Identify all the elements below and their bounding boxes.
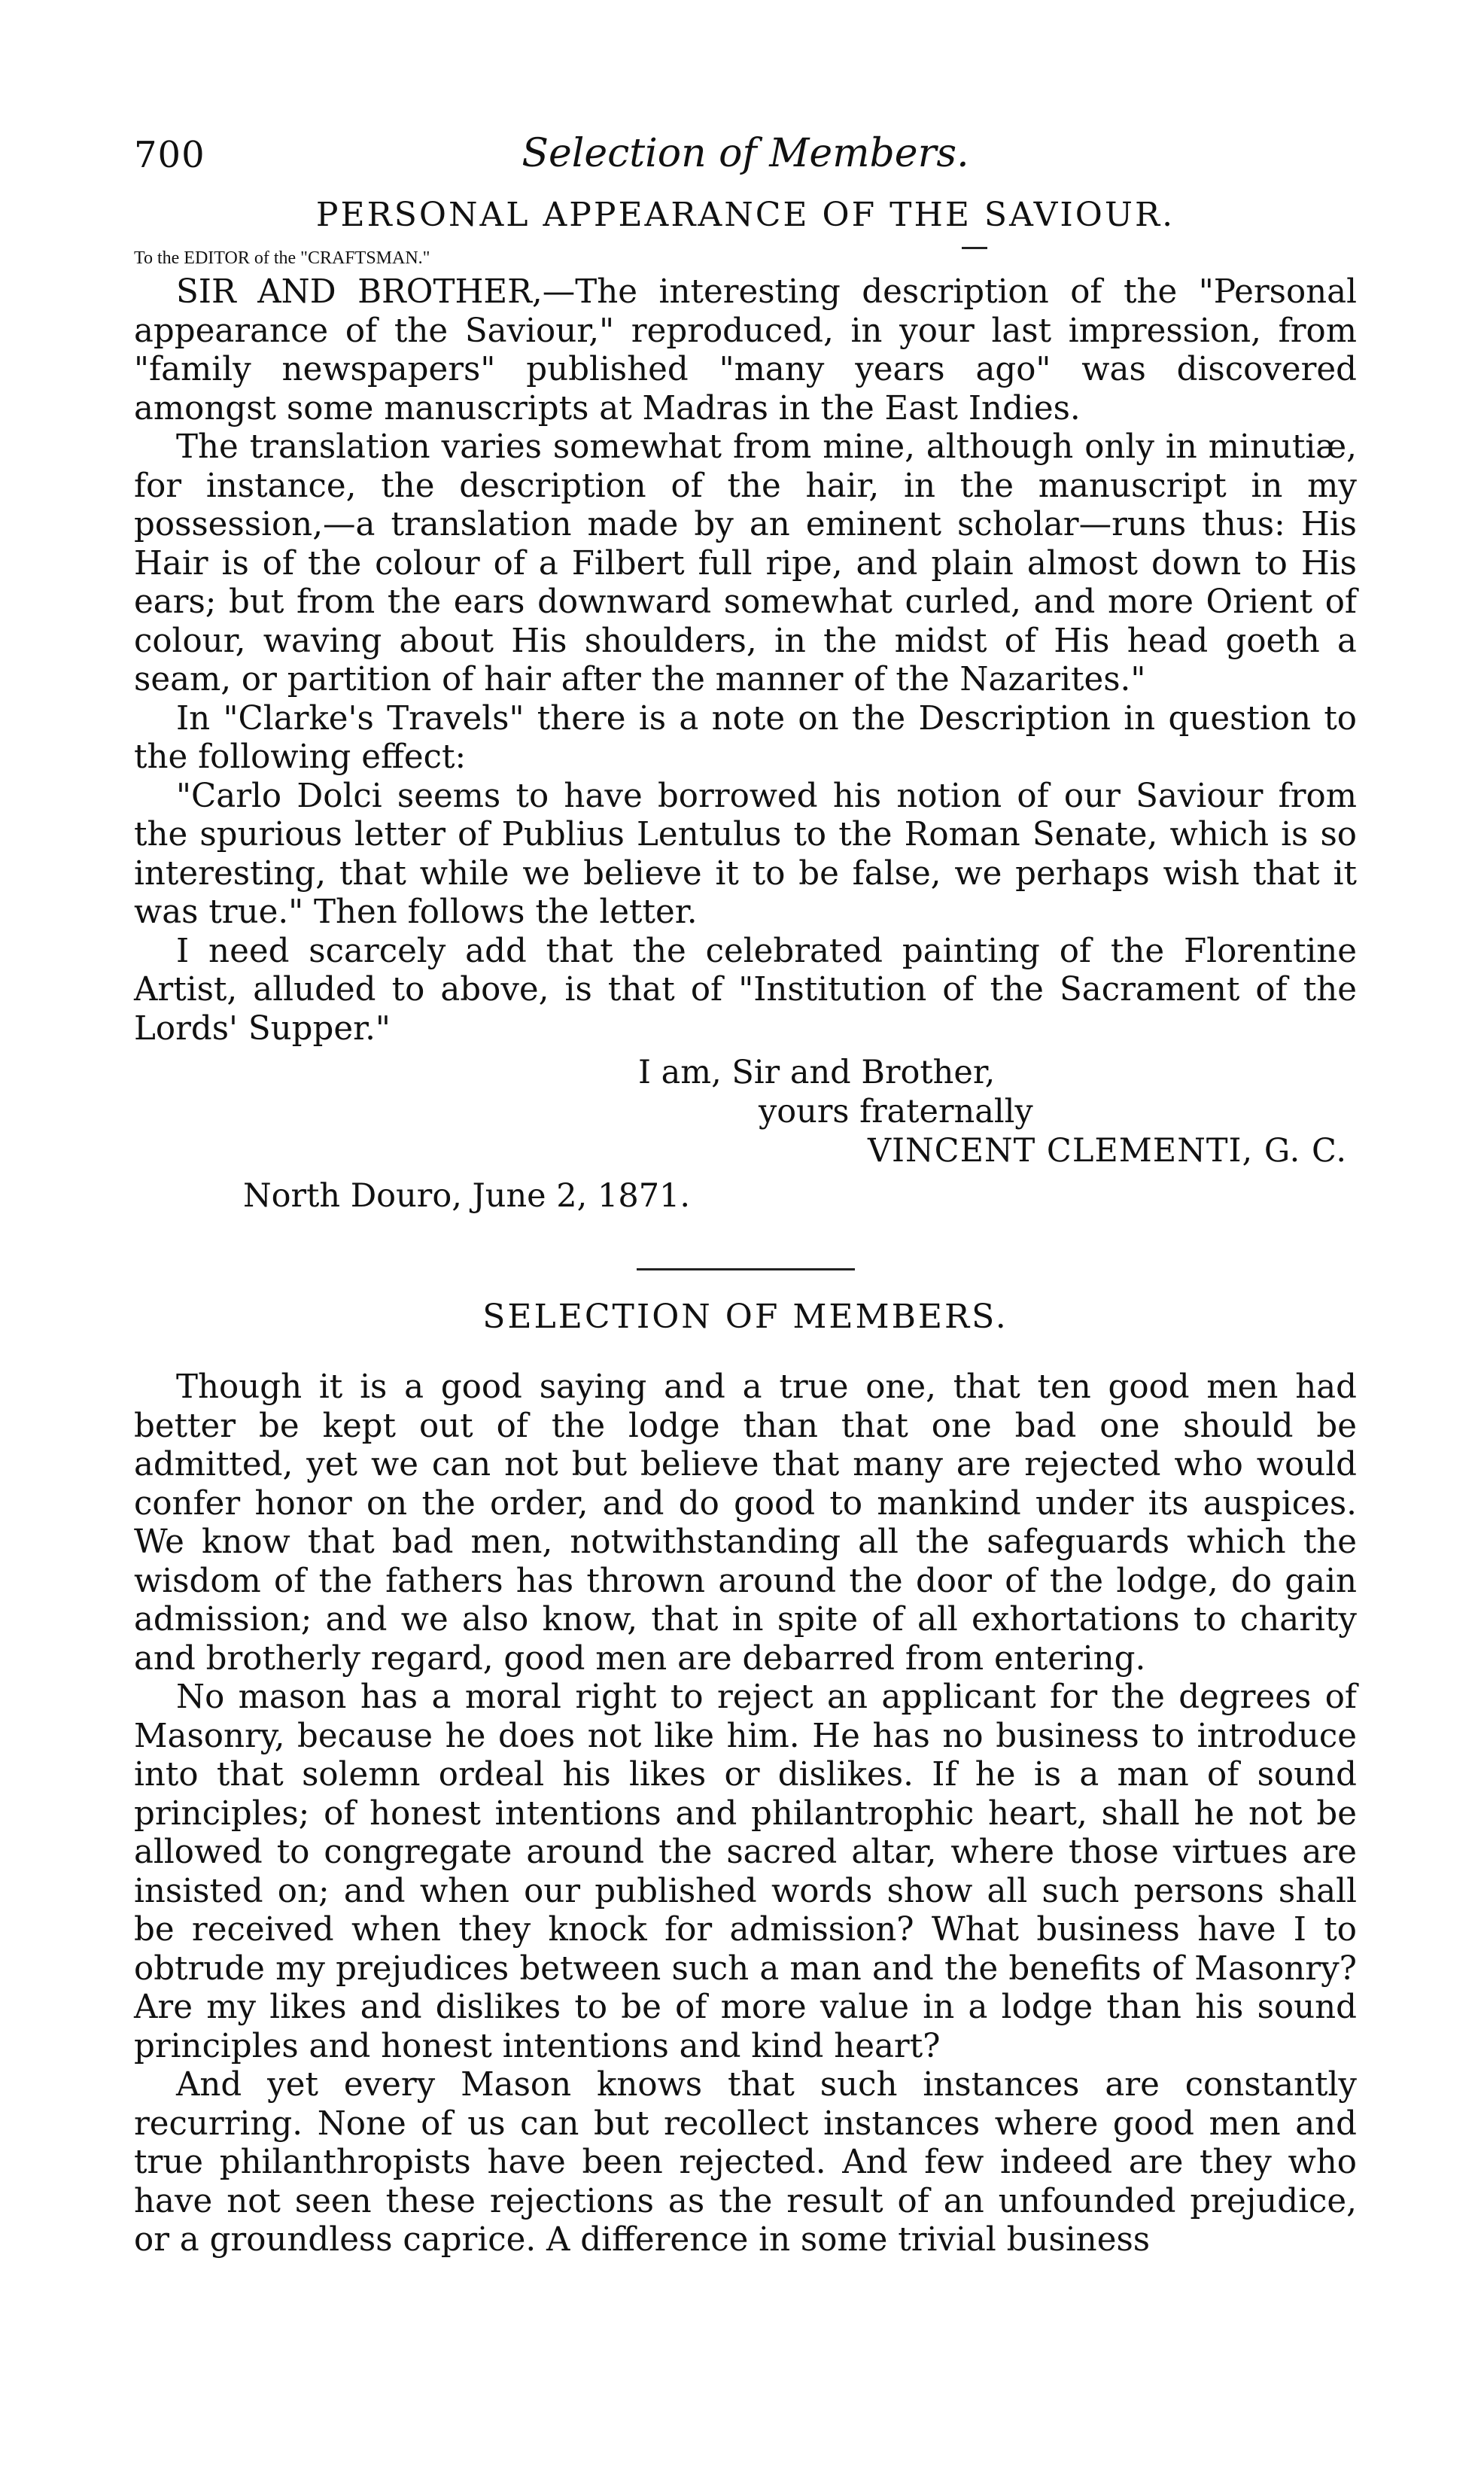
section-body bbox=[134, 1368, 1357, 2260]
section-paragraph: Though it is a good saying and a true one, that ten good men had better be kept out of the lodge than that one bad one should be admitted, yet we can not but believe that many are rejected who would confer honor on the order, and do good to mankind under its auspices. We know that bad men, notwithstanding all the safeguards which the wisdom of the fathers has thrown around the door of the lodge, do gain admission; and we also know, that in spite of all exhortations to charity and brotherly regard, good men are debarred from entering. bbox=[134, 1368, 1357, 1678]
page-number: 700 bbox=[134, 134, 205, 176]
letter-paragraph: I need scarcely add that the celebrated painting of the Florentine Artist, alluded to above, is that of "Institution of the Sacrament of the Lords' Supper." bbox=[134, 932, 1357, 1048]
letter-body bbox=[134, 273, 1357, 1048]
letter-title: PERSONAL APPEARANCE OF THE SAVIOUR. bbox=[315, 196, 1175, 234]
section-paragraph: And yet every Mason knows that such instances are constantly recurring. None of us can but recollect instances where good men and true philanthropists have been rejected. And few indeed are they who have not seen these rejections as the result of an unfounded prejudice, or a groundless caprice. A difference in some trivial business bbox=[134, 2066, 1357, 2259]
page-content bbox=[134, 113, 1357, 2260]
letter-paragraph: SIR AND BROTHER,—The interesting description of the "Personal appearance of the Saviour," reproduced, in your last impression, from "family newspapers" published "many years ago" was discovered amongst some manuscripts at Madras in the East Indies. bbox=[134, 273, 1357, 428]
letter-paragraph: The translation varies somewhat from mine, although only in minutiæ, for instance, the description of the hair, in the manuscript in my possession,—a translation made by an eminent scholar—runs thus: His Hair is of the colour of a Filbert full ripe, and plain almost down to His ears; but from the ears downward somewhat curled, and more Orient of colour, waving about His shoulders, in the midst of His head goeth a seam, or partition of hair after the manner of the Nazarites." bbox=[134, 428, 1357, 698]
letter-dateline: North Douro, June 2, 1871. bbox=[243, 1177, 691, 1215]
letter-closing: I am, Sir and Brother, bbox=[638, 1054, 996, 1091]
section-title: SELECTION OF MEMBERS. bbox=[482, 1298, 1008, 1336]
running-head bbox=[134, 113, 1357, 181]
letter-paragraph: "Carlo Dolci seems to have borrowed his notion of our Saviour from the spurious letter of Publius Lentulus to the Roman Senate, which is so interesting, that while we believe it to be false, we perhaps wish that it was true." Then follows the letter. bbox=[134, 777, 1357, 931]
letter-paragraph: In "Clarke's Travels" there is a note on the Description in question to the following effect: bbox=[134, 699, 1357, 776]
to-editor-line: To the EDITOR of the "CRAFTSMAN." bbox=[134, 248, 430, 268]
section-paragraph: No mason has a moral right to reject an applicant for the degrees of Masonry, because he does not like him. He has no business to introduce into that solemn ordeal his likes or dislikes. If he is a man of sound principles; of honest intentions and philantrophic heart, shall he not be allowed to congregate around the sacred altar, where those virtues are insisted on; and when our published words show all such persons shall be received when they knock for admission? What business have I to obtrude my prejudices between such a man and the benefits of Masonry? Are my likes and dislikes to be of more value in a lodge than his sound principles and honest intentions and kind heart? bbox=[134, 1678, 1357, 2065]
letter-closing: yours fraternally bbox=[759, 1093, 1033, 1130]
running-title: Selection of Members. bbox=[522, 131, 969, 176]
section-divider bbox=[637, 1268, 855, 1270]
letter-signature: VINCENT CLEMENTI, G. C. bbox=[868, 1132, 1348, 1170]
